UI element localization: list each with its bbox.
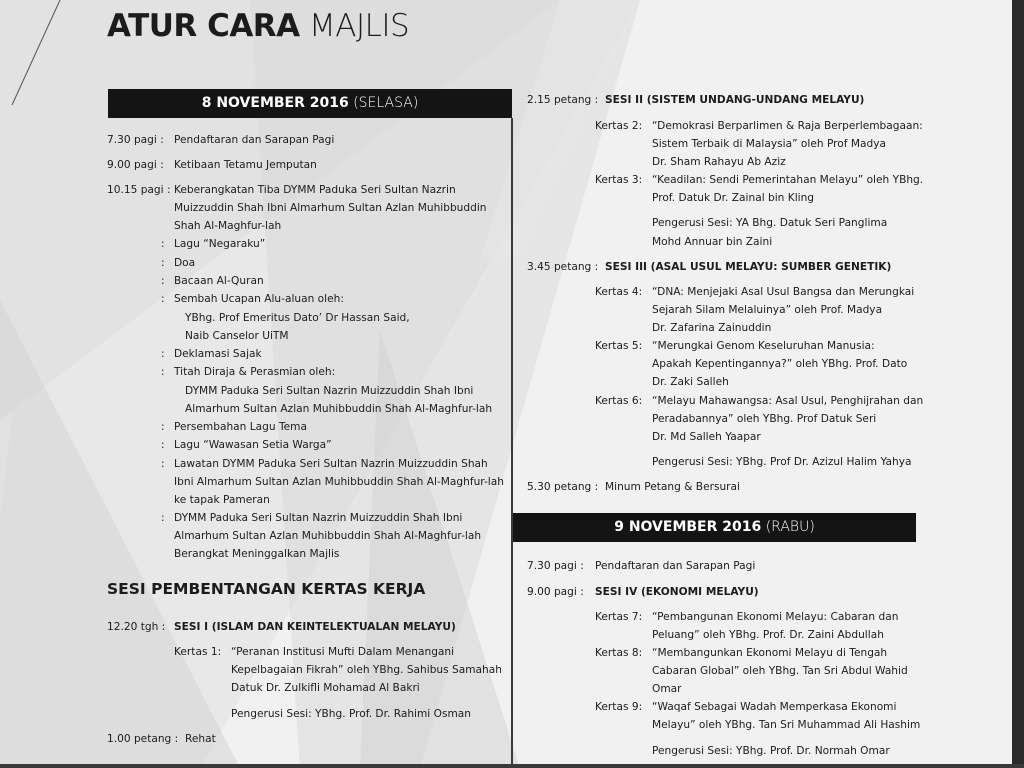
time-label: 9.00 pagi : xyxy=(527,586,584,598)
agenda-item: Sembah Ucapan Alu-aluan oleh: xyxy=(174,293,344,305)
time-label: 12.20 tgh : xyxy=(107,621,166,633)
agenda-item: Bacaan Al-Quran xyxy=(174,275,264,287)
paper-label: Kertas 7: xyxy=(595,611,643,623)
paper-title: Prof. Datuk Dr. Zainal bin Kling xyxy=(652,192,815,204)
paper-title: Peradabannya” oleh YBhg. Prof Datuk Seri xyxy=(652,413,877,425)
paper-title: Apakah Kepentingannya?” oleh YBhg. Prof. Dato xyxy=(652,358,908,370)
paper-title: Dr. Sham Rahayu Ab Aziz xyxy=(652,156,786,168)
time-label: 1.00 petang : xyxy=(107,733,179,745)
colon: : xyxy=(161,275,165,287)
time-label: 2.15 petang : xyxy=(527,94,599,106)
paper-title: Omar xyxy=(652,683,682,695)
colon: : xyxy=(161,458,165,470)
paper-label: Kertas 5: xyxy=(595,340,643,352)
paper-label: Kertas 8: xyxy=(595,647,643,659)
paper-title: “Keadilan: Sendi Pemerintahan Melayu” oleh YBhg. xyxy=(652,174,924,186)
agenda-item: Berangkat Meninggalkan Majlis xyxy=(174,548,340,560)
agenda-item: Shah Al-Maghfur-lah xyxy=(174,220,282,232)
session-title: SESI II (SISTEM UNDANG-UNDANG MELAYU) xyxy=(605,94,865,106)
colon: : xyxy=(161,512,165,524)
session-chair: Pengerusi Sesi: YBhg. Prof. Dr. Rahimi Osman xyxy=(231,708,472,720)
paper-title: “Pembangunan Ekonomi Melayu: Cabaran dan xyxy=(652,611,899,623)
time-label: 10.15 pagi : xyxy=(107,184,171,196)
agenda-item: DYMM Paduka Seri Sultan Nazrin Muizzuddin Shah Ibni xyxy=(174,512,463,524)
agenda-item: Lagu “Wawasan Setia Warga” xyxy=(174,439,332,451)
agenda-item: Persembahan Lagu Tema xyxy=(174,421,307,433)
paper-title: Sejarah Silam Melaluinya” oleh Prof. Madya xyxy=(652,304,883,316)
paper-title: Sistem Terbaik di Malaysia” oleh Prof Madya xyxy=(652,138,886,150)
page-title: ATUR CARA MAJLIS xyxy=(107,8,410,44)
agenda-item: Almarhum Sultan Azlan Muhibbuddin Shah Al-Maghfur-lah xyxy=(174,530,482,542)
agenda-item: Minum Petang & Bersurai xyxy=(605,481,740,493)
agenda-subitem: Almarhum Sultan Azlan Muhibbuddin Shah Al-Maghfur-lah xyxy=(185,403,493,415)
paper-title: Melayu” oleh YBhg. Tan Sri Muhammad Ali Hashim xyxy=(652,719,921,731)
time-label: 5.30 petang : xyxy=(527,481,599,493)
agenda-item: Rehat xyxy=(185,733,216,745)
day1-date-bar: 8 NOVEMBER 2016 (SELASA) xyxy=(108,89,512,118)
time-label: 7.30 pagi : xyxy=(107,134,164,146)
paper-title: “Waqaf Sebagai Wadah Memperkasa Ekonomi xyxy=(652,701,897,713)
agenda-subitem: DYMM Paduka Seri Sultan Nazrin Muizzuddin Shah Ibni xyxy=(185,385,474,397)
paper-title: Peluang” oleh YBhg. Prof. Dr. Zaini Abdullah xyxy=(652,629,884,641)
paper-label: Kertas 9: xyxy=(595,701,643,713)
colon: : xyxy=(161,257,165,269)
session-title: SESI III (ASAL USUL MELAYU: SUMBER GENETIK) xyxy=(605,261,892,273)
day2-date-bar: 9 NOVEMBER 2016 (RABU) xyxy=(513,513,916,542)
agenda-item: Deklamasi Sajak xyxy=(174,348,262,360)
agenda-item: Pendaftaran dan Sarapan Pagi xyxy=(595,560,756,572)
session-title: SESI IV (EKONOMI MELAYU) xyxy=(595,586,759,598)
colon: : xyxy=(161,238,165,250)
paper-label: Kertas 3: xyxy=(595,174,643,186)
session-chair: Pengerusi Sesi: YBhg. Prof. Dr. Normah Omar xyxy=(652,745,890,757)
agenda-item: Muizzuddin Shah Ibni Almarhum Sultan Azlan Muhibbuddin xyxy=(174,202,487,214)
time-label: 9.00 pagi : xyxy=(107,159,164,171)
paper-title: Dr. Md Salleh Yaapar xyxy=(652,431,761,443)
paper-title: “Peranan Institusi Mufti Dalam Menangani xyxy=(231,646,455,658)
agenda-item: Lawatan DYMM Paduka Seri Sultan Nazrin Muizzuddin Shah xyxy=(174,458,488,470)
agenda-item: Pendaftaran dan Sarapan Pagi xyxy=(174,134,335,146)
colon: : xyxy=(161,293,165,305)
time-label: 7.30 pagi : xyxy=(527,560,584,572)
paper-title: Dr. Zafarina Zainuddin xyxy=(652,322,772,334)
agenda-item: Ibni Almarhum Sultan Azlan Muhibbuddin Shah Al-Maghfur-lah xyxy=(174,476,504,488)
paper-title: “Demokrasi Berparlimen & Raja Berperlembagaan: xyxy=(652,120,923,132)
paper-title: “DNA: Menjejaki Asal Usul Bangsa dan Merungkai xyxy=(652,286,915,298)
session-chair: Mohd Annuar bin Zaini xyxy=(652,236,773,248)
page-edge-bottom xyxy=(0,764,1024,768)
agenda-item: ke tapak Pameran xyxy=(174,494,270,506)
paper-title: Datuk Dr. Zulkifli Mohamad Al Bakri xyxy=(231,682,420,694)
agenda-item: Ketibaan Tetamu Jemputan xyxy=(174,159,317,171)
paper-title: “Membangunkan Ekonomi Melayu di Tengah xyxy=(652,647,888,659)
paper-title: “Merungkai Genom Keseluruhan Manusia: xyxy=(652,340,875,352)
agenda-item: Lagu “Negaraku” xyxy=(174,238,266,250)
session-chair: Pengerusi Sesi: YA Bhg. Datuk Seri Panglima xyxy=(652,217,888,229)
page-edge-right xyxy=(1012,0,1024,768)
agenda-subitem: Naib Canselor UiTM xyxy=(185,330,289,342)
agenda-item: Titah Diraja & Perasmian oleh: xyxy=(174,366,336,378)
paper-label: Kertas 1: xyxy=(174,646,222,658)
paper-title: Kepelbagaian Fikrah” oleh YBhg. Sahibus Samahah xyxy=(231,664,502,676)
colon: : xyxy=(161,439,165,451)
agenda-item: Keberangkatan Tiba DYMM Paduka Seri Sultan Nazrin xyxy=(174,184,456,196)
paper-label: Kertas 4: xyxy=(595,286,643,298)
agenda-subitem: YBhg. Prof Emeritus Dato’ Dr Hassan Said, xyxy=(185,312,410,324)
agenda-item: Doa xyxy=(174,257,196,269)
paper-title: Cabaran Global” oleh YBhg. Tan Sri Abdul Wahid xyxy=(652,665,908,677)
session-chair: Pengerusi Sesi: YBhg. Prof Dr. Azizul Halim Yahya xyxy=(652,456,912,468)
colon: : xyxy=(161,366,165,378)
time-label: 3.45 petang : xyxy=(527,261,599,273)
paper-label: Kertas 6: xyxy=(595,395,643,407)
session-title: SESI I (ISLAM DAN KEINTELEKTUALAN MELAYU) xyxy=(174,621,456,633)
section-heading: SESI PEMBENTANGAN KERTAS KERJA xyxy=(107,580,426,598)
paper-label: Kertas 2: xyxy=(595,120,643,132)
column-divider xyxy=(511,118,513,768)
colon: : xyxy=(161,421,165,433)
paper-title: Dr. Zaki Salleh xyxy=(652,376,729,388)
paper-title: “Melayu Mahawangsa: Asal Usul, Penghijrahan dan xyxy=(652,395,924,407)
colon: : xyxy=(161,348,165,360)
